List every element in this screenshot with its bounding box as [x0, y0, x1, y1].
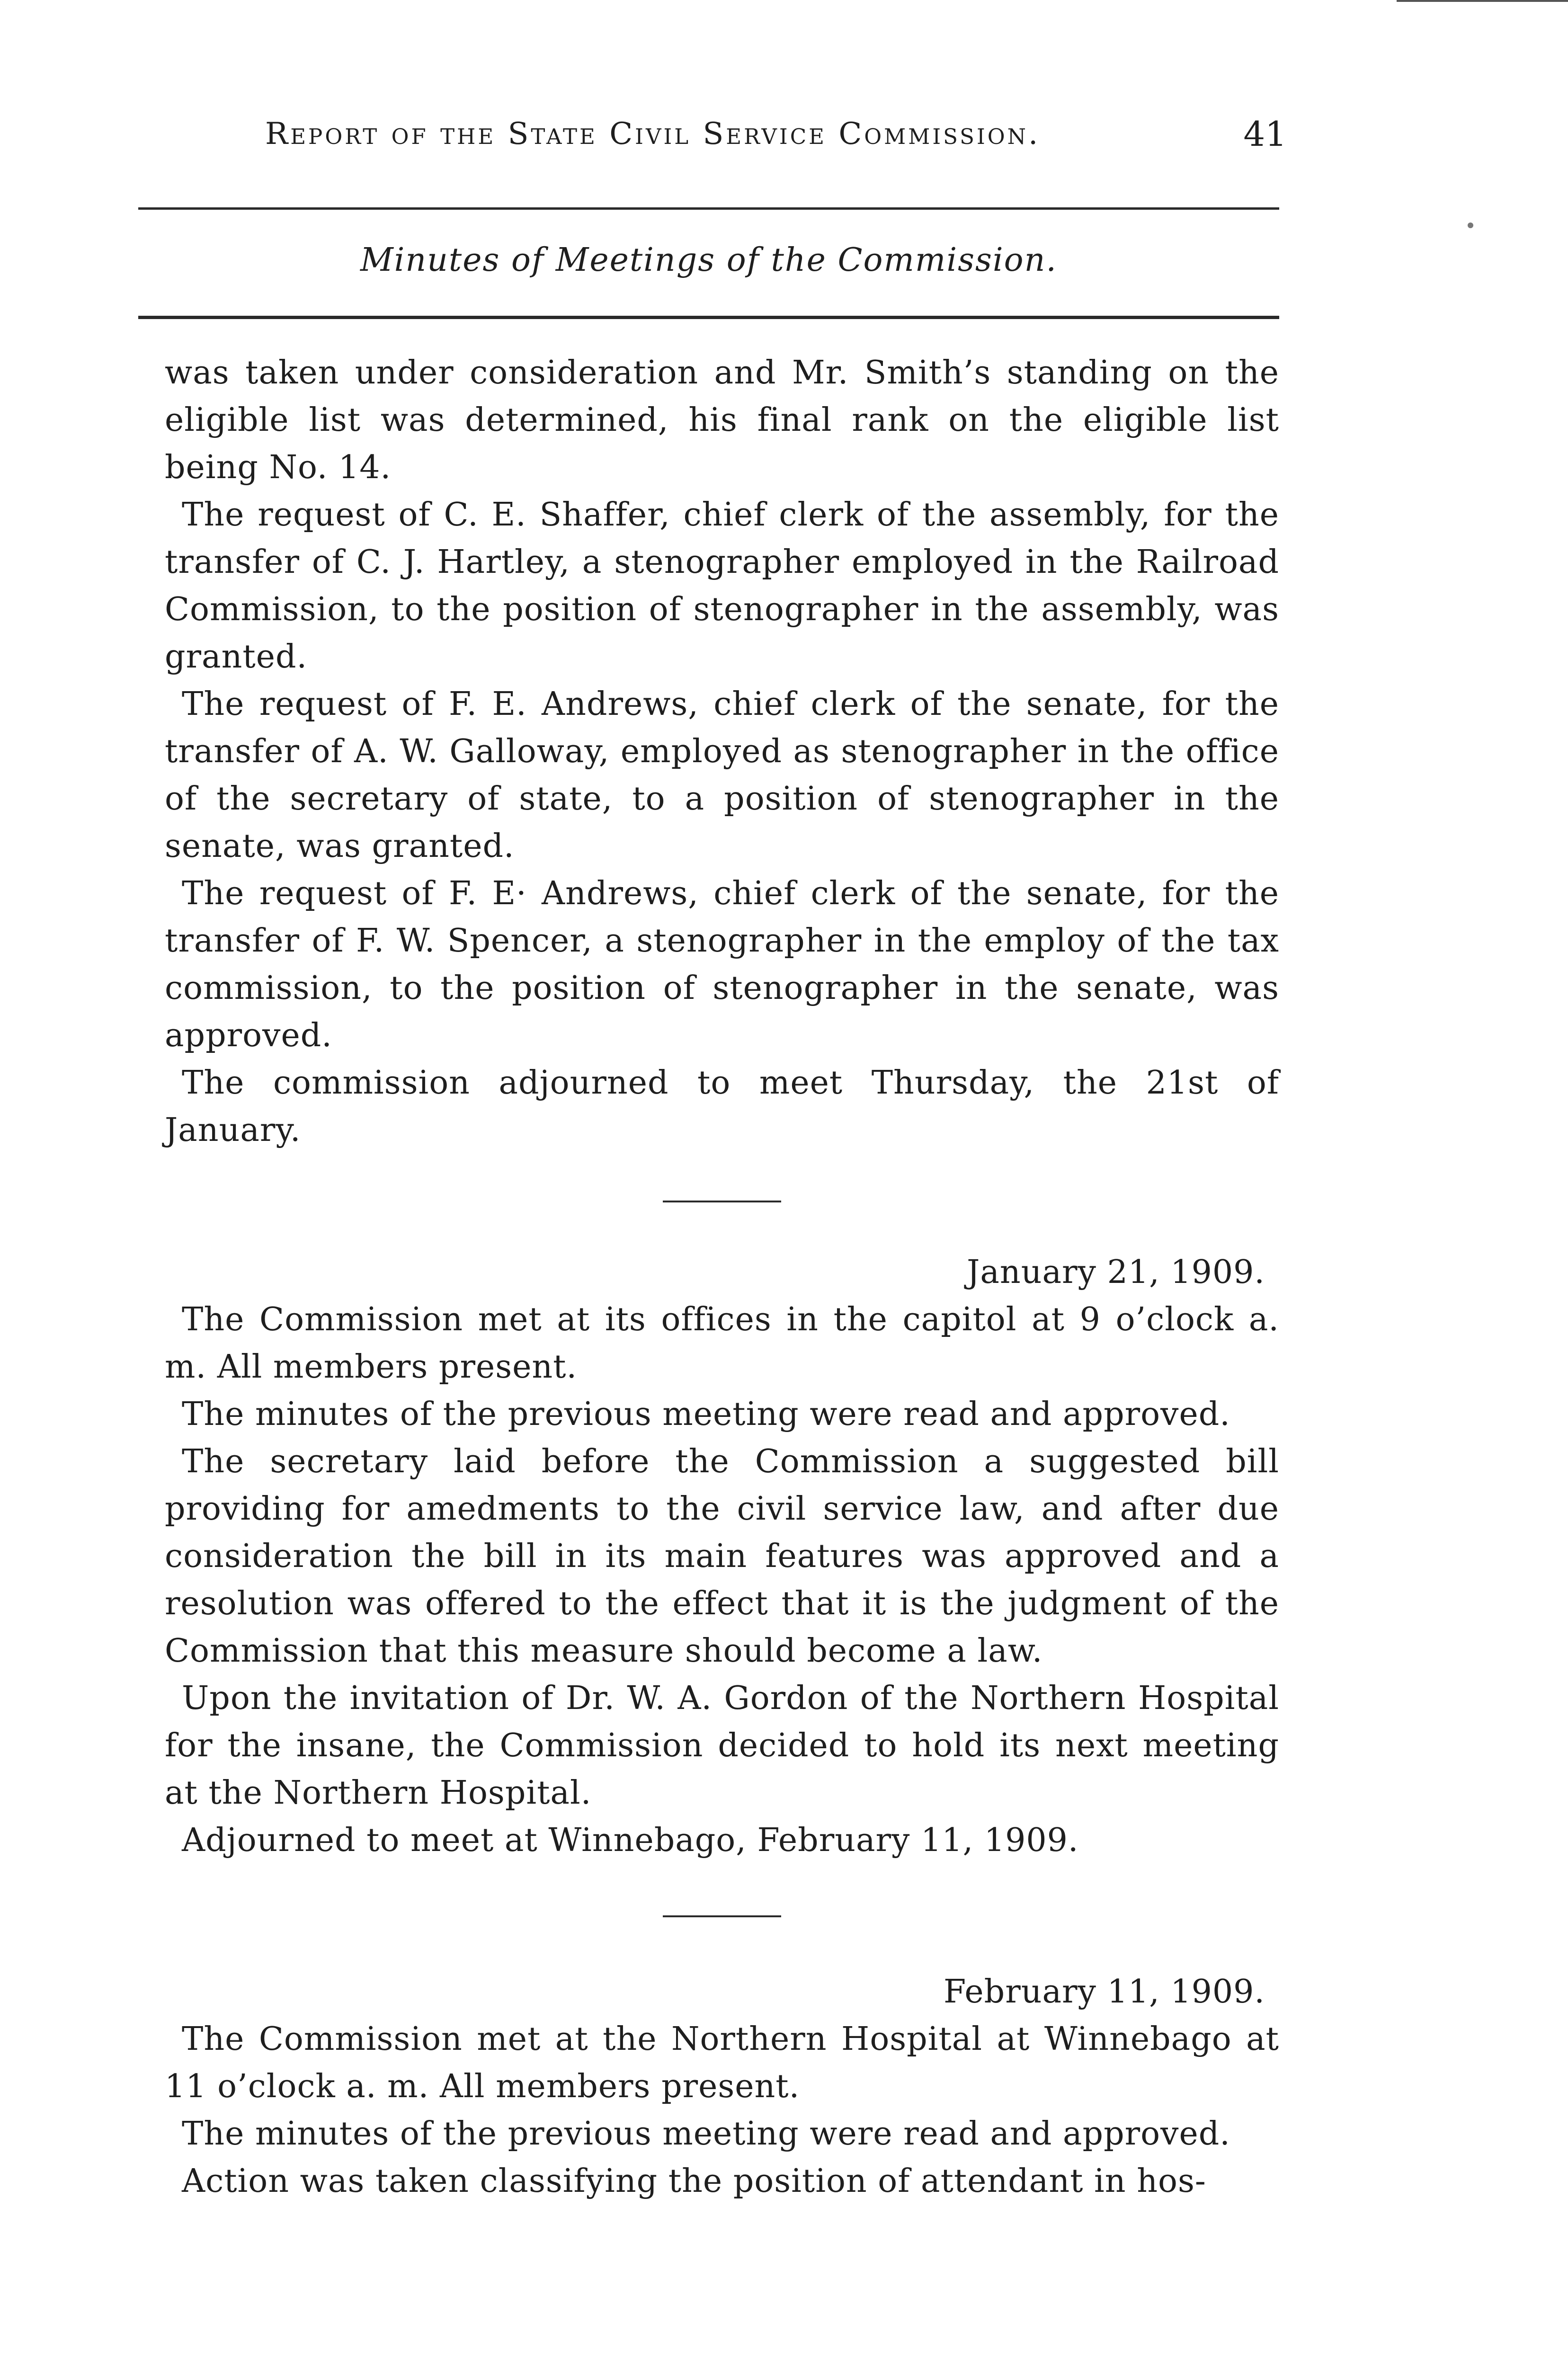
page-number: 41	[1243, 114, 1287, 154]
running-title: Report of the State Civil Service Commission.	[265, 116, 1041, 151]
paragraph: Upon the invitation of Dr. W. A. Gordon of the Northern Hospital for the insane, the Commission decided to hold its next meeting at the Northern Hospital.	[165, 1680, 1279, 1812]
section-subtitle: Minutes of Meetings of the Commission.	[360, 241, 1058, 279]
paragraph: The minutes of the previous meeting were read and approved.	[182, 2115, 1230, 2153]
paragraph: The Commission met at its offices in the capitol at 9 o’clock a. m. All members present.	[165, 1301, 1279, 1386]
meeting-date: January 21, 1909.	[967, 1254, 1265, 1291]
page-edge-line	[1397, 0, 1568, 2]
paragraph: Adjourned to meet at Winnebago, February 11, 1909.	[182, 1822, 1079, 1859]
paragraph: was taken under consideration and Mr. Smith’s standing on the eligible list was determined, his final rank on the eligible list being No. 14.	[165, 354, 1279, 486]
paragraph: The request of F. E· Andrews, chief clerk of the senate, for the transfer of F. W. Spencer, a stenographer in the employ of the tax commission, to the position of stenographer in the senate, was approved.	[165, 875, 1279, 1054]
body-text	[165, 349, 1279, 2205]
header-rule-top	[138, 207, 1279, 210]
section-separator	[165, 1154, 1279, 1249]
paragraph: The request of C. E. Shaffer, chief clerk of the assembly, for the transfer of C. J. Hartley, a stenographer employed in the Railroad Commission, to the position of stenographer in the assembly, was granted.	[165, 496, 1279, 676]
paragraph: The minutes of the previous meeting were read and approved.	[182, 1396, 1230, 1433]
paragraph: The Commission met at the Northern Hospital at Winnebago at 11 o’clock a. m. All members present.	[165, 2020, 1279, 2105]
separator-rule	[663, 1915, 781, 1917]
section-separator	[165, 1864, 1279, 1968]
paragraph: Action was taken classifying the position of attendant in hos-	[182, 2162, 1206, 2200]
header-rule-bottom	[138, 316, 1279, 319]
paragraph: The commission adjourned to meet Thursday, the 21st of January.	[165, 1064, 1279, 1149]
speck-mark	[1468, 222, 1473, 228]
meeting-date: February 11, 1909.	[943, 1973, 1265, 2011]
paragraph: The secretary laid before the Commission a suggested bill providing for amedments to the civil service law, and after due consideration the bill in its main features was approved and a resolution was offered to the effect that it is the judgment of the Commission that this measure should become a law.	[165, 1443, 1279, 1670]
separator-rule	[663, 1201, 781, 1202]
paragraph: The request of F. E. Andrews, chief clerk of the senate, for the transfer of A. W. Galloway, employed as stenographer in the office of the secretary of state, to a position of stenographer in the senate, was granted.	[165, 685, 1279, 865]
